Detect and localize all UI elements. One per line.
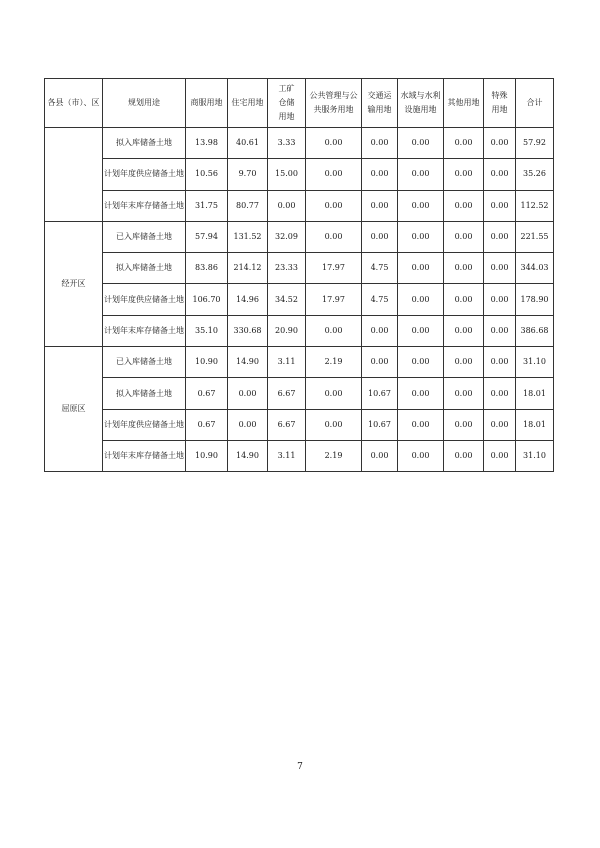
value-cell: 0.00	[484, 221, 516, 252]
value-cell: 34.52	[268, 284, 306, 315]
table-row	[45, 221, 554, 252]
value-cell: 0.00	[484, 128, 516, 159]
planned-use-cell: 计划年末库存储备土地	[103, 315, 186, 346]
column-header: 规划用途	[103, 79, 186, 128]
value-cell: 0.00	[444, 378, 484, 409]
value-cell: 0.00	[444, 409, 484, 440]
column-header	[306, 79, 362, 128]
value-cell: 40.61	[228, 128, 268, 159]
value-cell: 35.10	[186, 315, 228, 346]
planned-use-cell: 已入库储备土地	[103, 347, 186, 378]
value-cell: 32.09	[268, 221, 306, 252]
column-header-text: 公共管理与公共服务用地	[309, 91, 358, 114]
value-cell: 0.67	[186, 378, 228, 409]
value-cell: 0.00	[306, 190, 362, 221]
planned-use-cell: 计划年末库存储备土地	[103, 190, 186, 221]
value-cell: 6.67	[268, 409, 306, 440]
value-cell: 0.00	[362, 347, 398, 378]
value-cell: 0.00	[306, 315, 362, 346]
value-cell: 3.33	[268, 128, 306, 159]
value-cell: 0.00	[484, 159, 516, 190]
region-cell: 屈原区	[45, 347, 103, 472]
value-cell: 18.01	[516, 409, 554, 440]
table-row	[45, 409, 554, 440]
value-cell: 0.00	[444, 440, 484, 471]
value-cell: 0.67	[186, 409, 228, 440]
table-row	[45, 378, 554, 409]
value-cell: 0.00	[398, 378, 444, 409]
value-cell: 0.00	[484, 378, 516, 409]
planned-use-cell: 计划年度供应储备土地	[103, 284, 186, 315]
table-header	[45, 79, 554, 128]
value-cell: 0.00	[444, 347, 484, 378]
column-header: 商服用地	[186, 79, 228, 128]
value-cell: 178.90	[516, 284, 554, 315]
value-cell: 0.00	[362, 128, 398, 159]
value-cell: 3.11	[268, 347, 306, 378]
value-cell: 10.56	[186, 159, 228, 190]
column-header	[398, 79, 444, 128]
value-cell: 0.00	[362, 315, 398, 346]
value-cell: 112.52	[516, 190, 554, 221]
value-cell: 31.75	[186, 190, 228, 221]
value-cell: 9.70	[228, 159, 268, 190]
value-cell: 17.97	[306, 284, 362, 315]
page-number: 7	[297, 762, 303, 772]
value-cell: 0.00	[306, 159, 362, 190]
column-header-text: 工矿仓储用地	[278, 84, 295, 121]
value-cell: 0.00	[484, 284, 516, 315]
table-row	[45, 190, 554, 221]
planned-use-cell: 计划年度供应储备土地	[103, 409, 186, 440]
land-reserve-table	[44, 78, 554, 472]
planned-use-cell: 已入库储备土地	[103, 221, 186, 252]
value-cell: 10.67	[362, 409, 398, 440]
value-cell: 344.03	[516, 253, 554, 284]
table-row	[45, 347, 554, 378]
value-cell: 31.10	[516, 440, 554, 471]
value-cell: 2.19	[306, 440, 362, 471]
value-cell: 0.00	[398, 315, 444, 346]
value-cell: 386.68	[516, 315, 554, 346]
table-row	[45, 315, 554, 346]
value-cell: 0.00	[484, 440, 516, 471]
value-cell: 0.00	[228, 409, 268, 440]
value-cell: 10.90	[186, 347, 228, 378]
region-cell: 经开区	[45, 221, 103, 346]
value-cell: 0.00	[268, 190, 306, 221]
value-cell: 0.00	[398, 284, 444, 315]
value-cell: 14.90	[228, 347, 268, 378]
value-cell: 0.00	[484, 190, 516, 221]
value-cell: 14.96	[228, 284, 268, 315]
value-cell: 0.00	[398, 221, 444, 252]
value-cell: 4.75	[362, 253, 398, 284]
planned-use-cell: 拟入库储备土地	[103, 378, 186, 409]
table-row	[45, 253, 554, 284]
value-cell: 57.92	[516, 128, 554, 159]
value-cell: 0.00	[484, 253, 516, 284]
value-cell: 0.00	[306, 378, 362, 409]
column-header-text: 水域与水利设施用地	[400, 91, 441, 114]
planned-use-cell: 计划年度供应储备土地	[103, 159, 186, 190]
value-cell: 0.00	[362, 221, 398, 252]
value-cell: 0.00	[398, 190, 444, 221]
column-header-text: 特殊用地	[491, 91, 508, 114]
value-cell: 10.67	[362, 378, 398, 409]
table-row	[45, 159, 554, 190]
column-header: 各县（市）、区	[45, 79, 103, 128]
value-cell: 0.00	[362, 159, 398, 190]
value-cell: 0.00	[398, 409, 444, 440]
value-cell: 57.94	[186, 221, 228, 252]
column-header	[268, 79, 306, 128]
column-header: 其他用地	[444, 79, 484, 128]
table-row	[45, 440, 554, 471]
value-cell: 18.01	[516, 378, 554, 409]
column-header-text: 交通运输用地	[367, 91, 392, 114]
value-cell: 3.11	[268, 440, 306, 471]
value-cell: 0.00	[484, 409, 516, 440]
value-cell: 4.75	[362, 284, 398, 315]
value-cell: 0.00	[444, 253, 484, 284]
table-row	[45, 284, 554, 315]
value-cell: 0.00	[444, 128, 484, 159]
value-cell: 0.00	[398, 253, 444, 284]
value-cell: 0.00	[444, 190, 484, 221]
value-cell: 35.26	[516, 159, 554, 190]
value-cell: 80.77	[228, 190, 268, 221]
column-header: 合计	[516, 79, 554, 128]
value-cell: 330.68	[228, 315, 268, 346]
value-cell: 0.00	[362, 190, 398, 221]
value-cell: 0.00	[228, 378, 268, 409]
value-cell: 0.00	[444, 284, 484, 315]
column-header	[484, 79, 516, 128]
planned-use-cell: 拟入库储备土地	[103, 128, 186, 159]
value-cell: 221.55	[516, 221, 554, 252]
table-body	[45, 128, 554, 472]
value-cell: 0.00	[306, 128, 362, 159]
value-cell: 0.00	[362, 440, 398, 471]
table-row	[45, 128, 554, 159]
value-cell: 10.90	[186, 440, 228, 471]
column-header: 住宅用地	[228, 79, 268, 128]
header-row	[45, 79, 554, 128]
value-cell: 0.00	[306, 409, 362, 440]
value-cell: 0.00	[398, 440, 444, 471]
value-cell: 106.70	[186, 284, 228, 315]
value-cell: 2.19	[306, 347, 362, 378]
value-cell: 20.90	[268, 315, 306, 346]
value-cell: 6.67	[268, 378, 306, 409]
value-cell: 15.00	[268, 159, 306, 190]
value-cell: 31.10	[516, 347, 554, 378]
value-cell: 13.98	[186, 128, 228, 159]
value-cell: 14.90	[228, 440, 268, 471]
value-cell: 0.00	[398, 128, 444, 159]
value-cell: 0.00	[484, 347, 516, 378]
value-cell: 0.00	[398, 159, 444, 190]
value-cell: 0.00	[444, 315, 484, 346]
value-cell: 0.00	[484, 315, 516, 346]
value-cell: 131.52	[228, 221, 268, 252]
value-cell: 0.00	[444, 221, 484, 252]
value-cell: 83.86	[186, 253, 228, 284]
value-cell: 23.33	[268, 253, 306, 284]
planned-use-cell: 拟入库储备土地	[103, 253, 186, 284]
column-header	[362, 79, 398, 128]
value-cell: 17.97	[306, 253, 362, 284]
value-cell: 0.00	[398, 347, 444, 378]
planned-use-cell: 计划年末库存储备土地	[103, 440, 186, 471]
value-cell: 214.12	[228, 253, 268, 284]
value-cell: 0.00	[444, 159, 484, 190]
region-cell	[45, 128, 103, 222]
value-cell: 0.00	[306, 221, 362, 252]
